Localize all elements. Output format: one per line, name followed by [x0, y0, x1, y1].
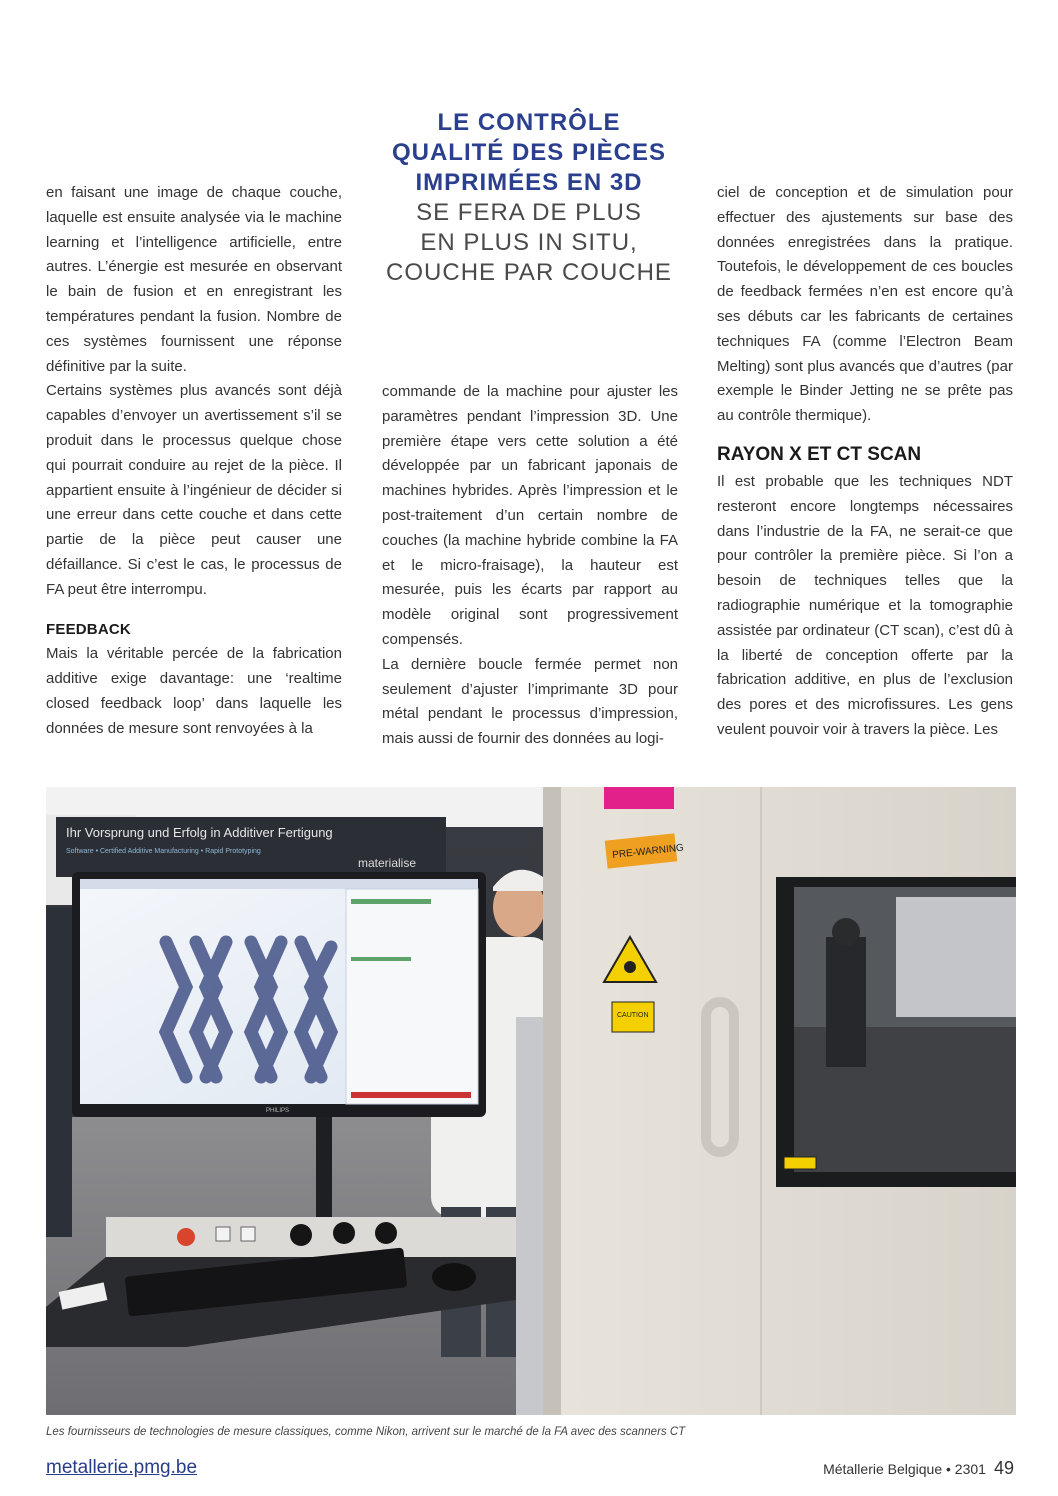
booth-banner-subtext: Software • Certified Additive Manufacturing • Rapid Prototyping	[66, 848, 261, 855]
text-column-1	[46, 181, 342, 742]
issue-label: Métallerie Belgique • 2301	[823, 1461, 986, 1477]
article-photo	[46, 787, 1016, 1415]
pull-quote-line: QUALITÉ DES PIÈCES	[391, 139, 667, 166]
paragraph: Mais la véritable percée de la fabrication additive exige davantage: une ‘realtime closed feedback loop’ dans laquelle les données de mesure sont renvoyées à la	[46, 645, 342, 737]
paragraph: ciel de conception et de simulation pour effectuer des ajustements sur base des données enregistrées dans la pratique. Toutefois, le développement de ces boucles de feedback fermées n’en est encore qu’à ses débuts car les fabricants de certaines techniques FA (comme l’Electron Beam Melting) sont plus avancés que d’autres (par exemple le Binder Jetting ne se prête pas au contrôle thermique).	[717, 184, 1013, 425]
caution-sticker: CAUTION	[617, 1012, 649, 1019]
pull-quote-line: EN PLUS IN SITU,	[420, 229, 638, 256]
booth-banner-text: Ihr Vorsprung und Erfolg in Additiver Fertigung	[66, 825, 333, 840]
section-heading-rayon-x: RAYON X ET CT SCAN	[717, 443, 922, 465]
pull-quote-line: SE FERA DE PLUS	[416, 199, 642, 226]
materialise-logo: materialise	[358, 856, 417, 870]
paragraph: commande de la machine pour ajuster les paramètres pendant l’impression 3D. Une première étape vers cette solution a été développée par un fabricant japonais de machines hybrides. Après l’impression et le post-traitement d’un certain nombre de couches (la machine hybride combine la FA et le micro-fraisage), la hauteur est mesurée, puis les écarts par rapport au modèle original sont progressivement compensés.	[382, 383, 678, 648]
photo-caption: Les fournisseurs de technologies de mesure classiques, comme Nikon, arrivent sur le marché de la FA avec des scanners CT	[46, 1426, 686, 1438]
paragraph: en faisant une image de chaque couche, laquelle est ensuite analysée via le machine learning et l’intelligence artificielle, entre autres. L’énergie est mesurée en observant le bain de fusion et en enregistrant les températures pendant la fusion. Nombre de ces systèmes fournissent une réponse définitive par la suite.	[46, 184, 342, 375]
pull-quote	[370, 108, 688, 288]
section-heading-feedback: FEEDBACK	[46, 620, 131, 638]
paragraph: Il est probable que les techniques NDT resteront encore longtemps nécessaires dans l’industrie de la FA, ne serait-ce que pour contrôler la première pièce. Si l’on a besoin de techniques telles que la radiographie numérique et la tomographie assistée par ordinateur (CT scan), c’est dû à la liberté de conception offerte par la fabrication additive, en plus de l’exclusion des pores et des microfissures. Les gens veulent pouvoir voir à travers la pièce. Les	[717, 472, 1013, 738]
text-column-3	[717, 181, 1013, 743]
pre-warning-sticker: PRE-WARNING	[611, 842, 685, 861]
footer-issue-info	[823, 1458, 1014, 1479]
monitor-brand-label: PHILIPS	[266, 1108, 290, 1114]
footer-website-link[interactable]: metallerie.pmg.be	[46, 1457, 198, 1478]
text-column-2	[382, 380, 678, 752]
page-number: 49	[993, 1458, 1014, 1478]
ct-scanner-photo	[46, 787, 1016, 1415]
pull-quote-line: COUCHE PAR COUCHE	[386, 259, 672, 286]
paragraph: La dernière boucle fermée permet non seulement d’ajuster l’imprimante 3D pour métal pendant le processus d’impression, mais aussi de fournir des données au logi-	[382, 655, 678, 748]
paragraph: Certains systèmes plus avancés sont déjà capables d’envoyer un avertissement s’il se produit dans le processus quelque chose qui pourrait conduire au rejet de la pièce. Il appartient ensuite à l’ingénieur de décider si une erreur dans cette couche et dans cette partie de la pièce peut causer une défaillance. Si c’est le cas, le processus de FA peut être interrompu.	[46, 382, 342, 598]
pull-quote-line: LE CONTRÔLE	[437, 109, 621, 136]
pull-quote-line: IMPRIMÉES EN 3D	[415, 169, 643, 196]
